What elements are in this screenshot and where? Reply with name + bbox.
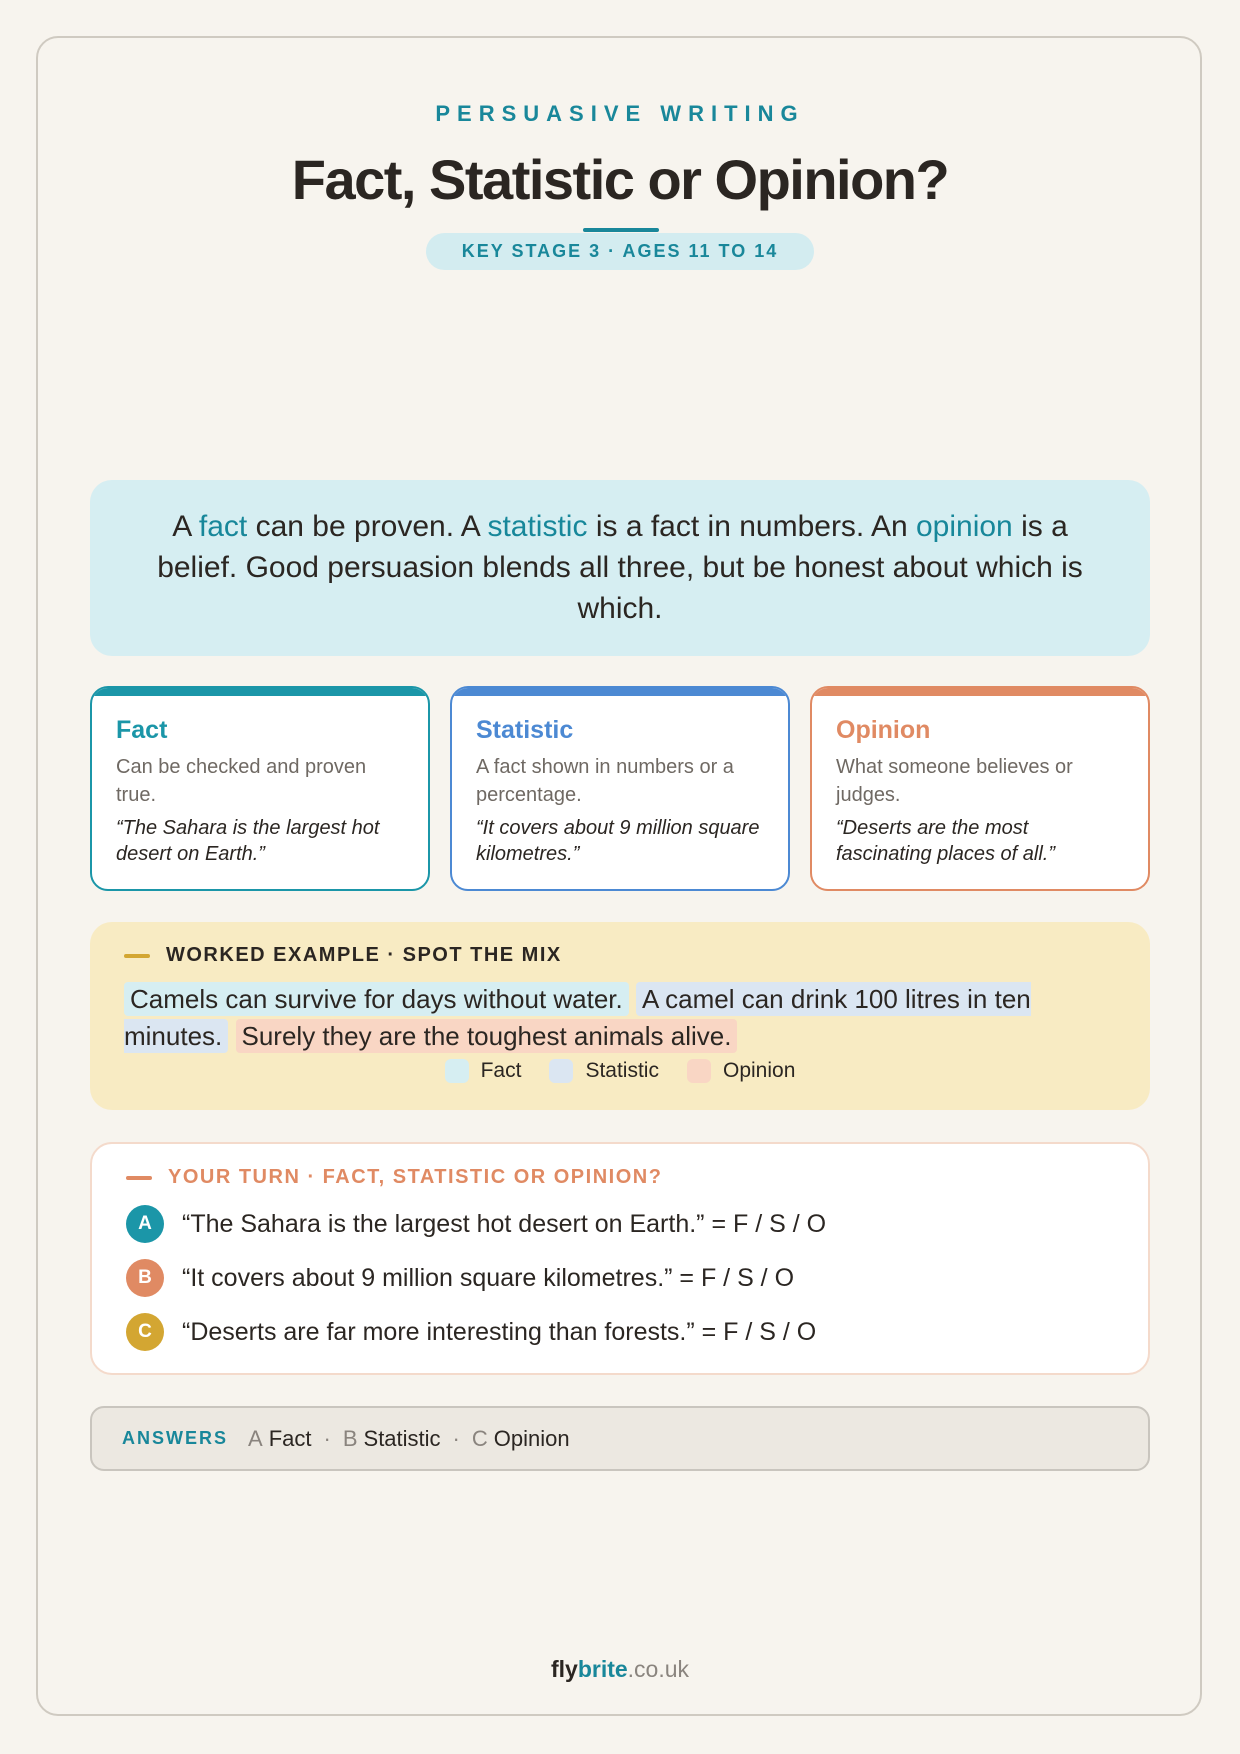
answer-letter: B <box>342 1425 358 1451</box>
legend-item-fact <box>445 1059 522 1083</box>
question-row <box>126 1259 1114 1297</box>
legend-swatch <box>445 1059 469 1083</box>
legend-item-statistic <box>549 1059 659 1083</box>
card-accent-bar <box>812 688 1148 696</box>
card-description: Can be checked and proven true. <box>116 756 367 806</box>
intro-text: is a belief. Good persuasion blends all three, but be honest about which is which. <box>157 510 1083 625</box>
intro-text: is a fact in numbers. An <box>587 510 916 543</box>
legend-label: Opinion <box>722 1059 796 1082</box>
heading-dash <box>126 1176 152 1180</box>
intro-text: can be proven. A <box>247 510 488 543</box>
answers-label: ANSWERS <box>122 1428 229 1448</box>
legend <box>124 1059 1116 1083</box>
answer-value: Opinion <box>493 1425 570 1451</box>
legend-swatch <box>687 1059 711 1083</box>
card-title: Statistic <box>476 716 574 744</box>
answer-separator: · <box>452 1425 460 1451</box>
heading-dash <box>124 954 150 958</box>
legend-label: Fact <box>480 1059 522 1082</box>
card-example: “It covers about 9 million square kilometres.” <box>476 817 760 865</box>
legend-swatch <box>549 1059 573 1083</box>
worked-example-heading <box>124 944 1116 967</box>
legend-item-opinion <box>687 1059 795 1083</box>
card-description: What someone believes or judges. <box>836 756 1073 806</box>
worked-example-panel <box>90 922 1150 1110</box>
question-row <box>126 1313 1114 1351</box>
segment-statistic: A camel can drink 100 litres in ten minutes. <box>124 984 1031 1051</box>
intro-panel <box>90 480 1150 656</box>
footer-brand[interactable] <box>0 1656 1240 1683</box>
segment-opinion: Surely they are the toughest animals alive. <box>236 1019 738 1053</box>
card-description: A fact shown in numbers or a percentage. <box>476 756 734 806</box>
card-accent-bar <box>452 688 788 696</box>
segment-fact: Camels can survive for days without water. <box>124 982 629 1016</box>
card-accent-bar <box>92 688 428 696</box>
your-turn-heading <box>126 1166 1114 1189</box>
brand-domain: .co.uk <box>627 1656 690 1682</box>
card-fact <box>90 686 430 891</box>
card-opinion <box>810 686 1150 891</box>
question-text: “The Sahara is the largest hot desert on Earth.” = F / S / O <box>182 1209 827 1238</box>
question-badge: A <box>126 1205 164 1243</box>
question-badge: C <box>126 1313 164 1351</box>
worked-example-heading-text: WORKED EXAMPLE · SPOT THE MIX <box>166 944 562 966</box>
brand-name-part-1: fly <box>550 1656 578 1682</box>
card-example: “The Sahara is the largest hot desert on Earth.” <box>116 817 380 865</box>
card-title: Fact <box>116 716 168 744</box>
card-title: Opinion <box>836 716 931 744</box>
question-row <box>126 1205 1114 1243</box>
question-badge: B <box>126 1259 164 1297</box>
intro-text: A <box>172 510 199 543</box>
card-statistic <box>450 686 790 891</box>
answer-value: Statistic <box>363 1425 441 1451</box>
answer-value: Fact <box>268 1425 312 1451</box>
question-text: “Deserts are far more interesting than forests.” = F / S / O <box>182 1317 817 1346</box>
your-turn-panel <box>90 1142 1150 1375</box>
answers-bar <box>90 1406 1150 1471</box>
card-example: “Deserts are the most fascinating places of all.” <box>836 817 1056 865</box>
intro-term-fact: fact <box>198 510 248 543</box>
your-turn-heading-text: YOUR TURN · FACT, STATISTIC OR OPINION? <box>168 1166 663 1188</box>
question-text: “It covers about 9 million square kilometres.” = F / S / O <box>182 1263 795 1292</box>
intro-term-statistic: statistic <box>487 510 588 543</box>
answer-separator: · <box>323 1425 331 1451</box>
answer-letter: C <box>471 1425 488 1451</box>
intro-term-opinion: opinion <box>915 510 1013 543</box>
brand-name-part-2: brite <box>577 1656 628 1682</box>
example-passage <box>124 981 1116 1055</box>
page-title: Fact, Statistic or Opinion? <box>291 148 949 211</box>
legend-label: Statistic <box>585 1059 659 1082</box>
kicker: PERSUASIVE WRITING <box>435 101 805 126</box>
title-underline <box>583 228 659 232</box>
answer-letter: A <box>248 1425 263 1451</box>
stage-badge: KEY STAGE 3 · AGES 11 TO 14 <box>426 233 814 270</box>
